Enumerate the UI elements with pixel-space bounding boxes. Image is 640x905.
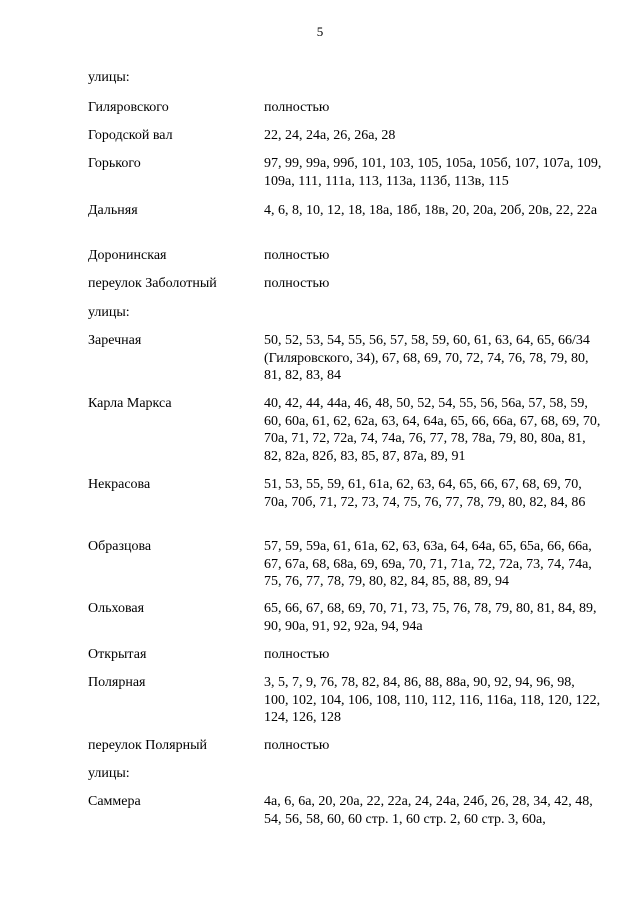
street-name: переулок Полярный [88, 738, 207, 753]
house-numbers: полностью [264, 647, 330, 662]
street-name: Ольховая [88, 601, 145, 616]
street-name: Гиляровского [88, 100, 169, 115]
street-name: Доронинская [88, 248, 167, 263]
house-numbers: 57, 59, 59а, 61, 61а, 62, 63, 63а, 64, 64а, 65, 65а, 66, 66а, 67, 67а, 68, 68а, 69, 69а, 70, 71, 71а, 72, 72а, 73, 74, 74а, 75, 76, 77, 78, 79, 80, 82, 84, 85, 88, 89, 94 [264, 539, 592, 589]
street-name: Городской вал [88, 128, 173, 143]
street-name: Дальняя [88, 203, 138, 218]
street-name: Образцова [88, 539, 152, 554]
house-numbers: полностью [264, 248, 330, 263]
house-numbers: 3, 5, 7, 9, 76, 78, 82, 84, 86, 88, 88а, 90, 92, 94, 96, 98, 100, 102, 104, 106, 108, 110, 112, 116, 116а, 118, 120, 122, 124, 126, 128 [264, 675, 601, 725]
house-numbers: 51, 53, 55, 59, 61, 61а, 62, 63, 64, 65, 66, 67, 68, 69, 70, 70а, 70б, 71, 72, 73, 74, 75, 76, 77, 78, 79, 80, 82, 84, 86 [264, 477, 586, 510]
house-numbers: полностью [264, 276, 330, 291]
house-numbers: 40, 42, 44, 44а, 46, 48, 50, 52, 54, 55, 56, 56а, 57, 58, 59, 60, 60а, 61, 62, 62а, 63, 64, 64а, 65, 66, 66а, 67, 68, 69, 70, 70а, 71, 72, 72а, 74, 74а, 76, 77, 78, 78а, 79, 80, 80а, 81, 82, 82а, 82б, 83, 85, 87, 87а, 89, 91 [264, 396, 601, 464]
street-name: Полярная [88, 675, 146, 690]
house-numbers: 22, 24, 24а, 26, 26а, 28 [264, 128, 396, 143]
street-name: Открытая [88, 647, 147, 662]
house-numbers: 4а, 6, 6а, 20, 20а, 22, 22а, 24, 24а, 24б, 26, 28, 34, 42, 48, 54, 56, 58, 60, 60 стр. 1, 60 стр. 2, 60 стр. 3, 60а, [264, 794, 593, 827]
house-numbers: 65, 66, 67, 68, 69, 70, 71, 73, 75, 76, 78, 79, 80, 81, 84, 89, 90, 90а, 91, 92, 92а, 94, 94а [264, 601, 597, 634]
street-name: Саммера [88, 794, 141, 809]
house-numbers: 4, 6, 8, 10, 12, 18, 18а, 18б, 18в, 20, 20а, 20б, 20в, 22, 22а [264, 203, 598, 218]
street-name: Карла Маркса [88, 396, 172, 411]
page-number: 5 [316, 24, 324, 39]
house-numbers: полностью [264, 738, 330, 753]
house-numbers: полностью [264, 100, 330, 115]
street-name: улицы: [88, 766, 130, 781]
street-name: улицы: [88, 70, 130, 85]
street-name: Горького [88, 156, 141, 171]
house-numbers: 97, 99, 99а, 99б, 101, 103, 105, 105а, 105б, 107, 107а, 109, 109а, 111, 111а, 113, 113а, 113б, 113в, 115 [264, 156, 602, 189]
street-name: переулок Заболотный [88, 276, 217, 291]
house-numbers: 50, 52, 53, 54, 55, 56, 57, 58, 59, 60, 61, 63, 64, 65, 66/34 (Гиляровского, 34), 67, 68, 69, 70, 72, 74, 76, 78, 79, 80, 81, 82, 83, 84 [264, 333, 590, 383]
street-name: улицы: [88, 305, 130, 320]
street-name: Некрасова [88, 477, 151, 492]
street-name: Заречная [88, 333, 142, 348]
